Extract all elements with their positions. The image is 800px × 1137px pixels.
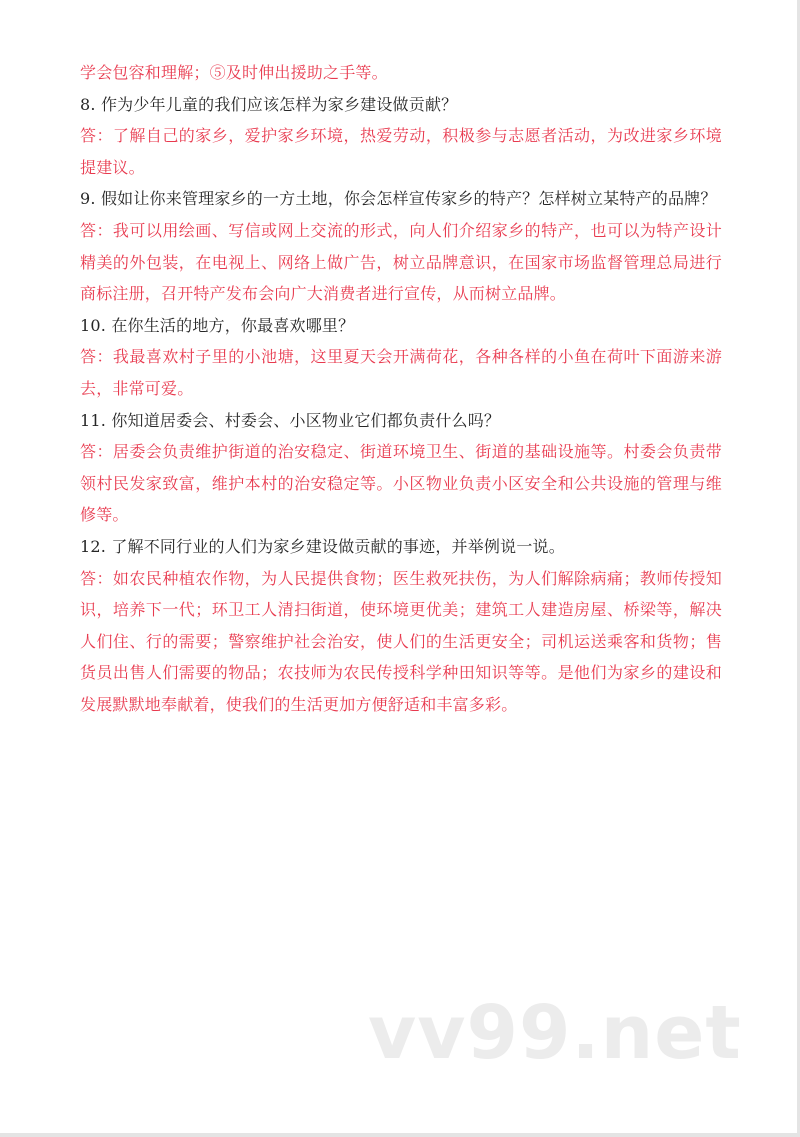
answer-8: 答：了解自己的家乡，爱护家乡环境，热爱劳动，积极参与志愿者活动，为改进家乡环境提建议。 bbox=[80, 126, 722, 177]
question-11: 11. 你知道居委会、村委会、小区物业它们都负责什么吗？ bbox=[80, 410, 501, 430]
answer-7-continuation: 学会包容和理解；⑤及时伸出援助之手等。 bbox=[80, 63, 388, 82]
question-10: 10. 在你生活的地方，你最喜欢哪里？ bbox=[80, 315, 355, 335]
answer-11: 答：居委会负责维护街道的治安稳定、街道环境卫生、街道的基础设施等。村委会负责带领村民发家致富，维护本村的治安稳定等。小区物业负责小区安全和公共设施的管理与维修等。 bbox=[80, 442, 722, 525]
watermark: vv99.net bbox=[368, 990, 742, 1076]
answer-10: 答：我最喜欢村子里的小池塘，这里夏天会开满荷花，各种各样的小鱼在荷叶下面游来游去，非常可爱。 bbox=[80, 347, 722, 398]
answer-12: 答：如农民种植农作物，为人民提供食物；医生救死扶伤，为人们解除病痛；教师传授知识，培养下一代；环卫工人清扫街道，使环境更优美；建筑工人建造房屋、桥梁等，解决人们住、行的需要；警察维护社会治安，使人们的生活更安全；司机运送乘客和货物；售货员出售人们需要的物品；农技师为农民传授科学种田知识等等。是他们为家乡的建设和发展默默地奉献着，使我们的生活更加方便舒适和丰富多彩。 bbox=[80, 568, 722, 714]
document-content bbox=[80, 57, 722, 720]
question-8: 8. 作为少年儿童的我们应该怎样为家乡建设做贡献？ bbox=[80, 94, 458, 114]
question-12: 12. 了解不同行业的人们为家乡建设做贡献的事迹，并举例说一说。 bbox=[80, 536, 565, 556]
answer-9: 答：我可以用绘画、写信或网上交流的形式，向人们介绍家乡的特产，也可以为特产设计精美的外包装，在电视上、网络上做广告，树立品牌意识，在国家市场监督管理总局进行商标注册，召开特产发布会向广大消费者进行宣传，从而树立品牌。 bbox=[80, 220, 722, 304]
question-9: 9. 假如让你来管理家乡的一方土地，你会怎样宣传家乡的特产？怎样树立某特产的品牌？ bbox=[80, 189, 717, 209]
